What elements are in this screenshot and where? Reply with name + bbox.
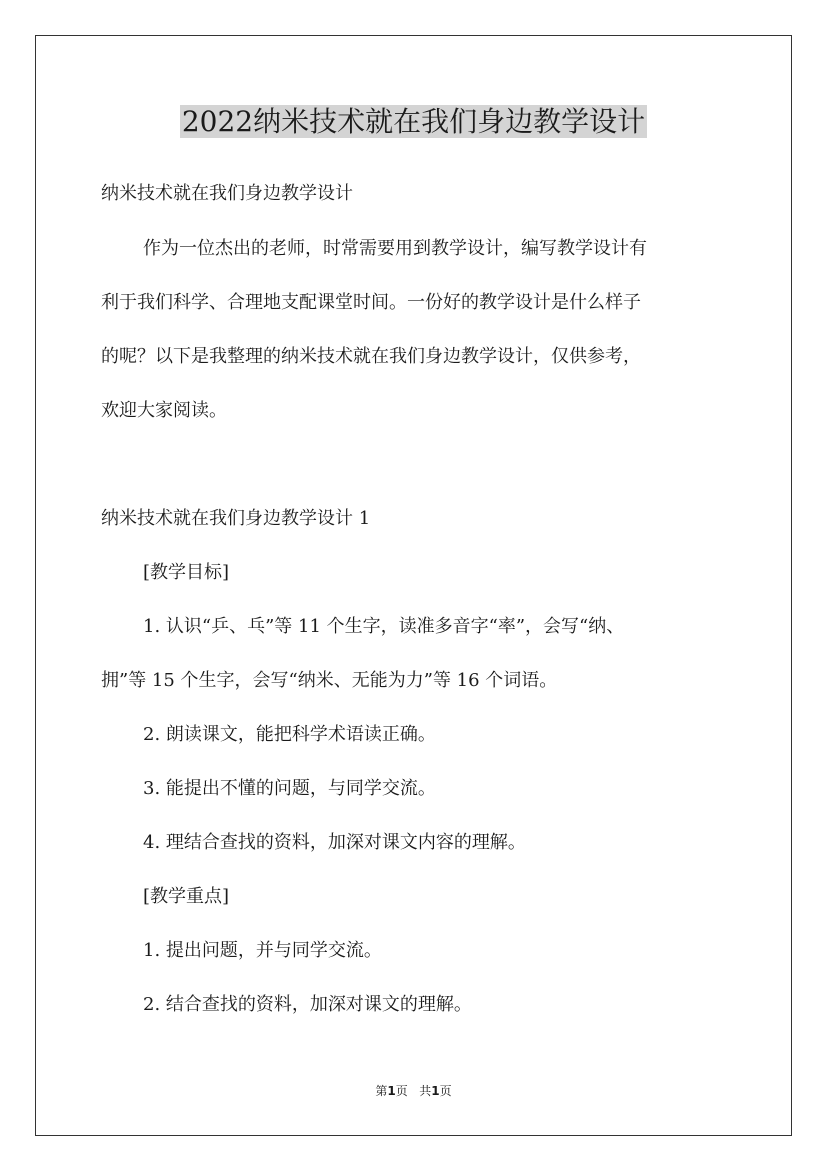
page-footer bbox=[0, 1083, 827, 1099]
focus-line-2: 2. 结合查找的资料，加深对课文的理解。 bbox=[143, 994, 472, 1015]
total-prefix: 共 bbox=[419, 1084, 432, 1098]
focus-line-1: 1. 提出问题，并与同学交流。 bbox=[143, 940, 382, 961]
page-suffix: 页 bbox=[395, 1084, 408, 1098]
total-pages: 1 bbox=[431, 1084, 440, 1098]
subtitle: 纳米技术就在我们身边教学设计 bbox=[101, 183, 353, 204]
intro-line-2: 利于我们科学、合理地支配课堂时间。一份好的教学设计是什么样子 bbox=[101, 292, 641, 313]
goals-heading: [教学目标] bbox=[143, 562, 230, 583]
total-suffix: 页 bbox=[439, 1084, 452, 1098]
goal-line-4: 3. 能提出不懂的问题，与同学交流。 bbox=[143, 778, 436, 799]
intro-line-1: 作为一位杰出的老师，时常需要用到教学设计，编写教学设计有 bbox=[143, 238, 647, 259]
intro-line-3: 的呢？以下是我整理的纳米技术就在我们身边教学设计，仅供参考， bbox=[101, 346, 641, 367]
page-prefix: 第 bbox=[375, 1084, 388, 1098]
goal-line-2: 拥”等 15 个生字，会写“纳米、无能为力”等 16 个词语。 bbox=[101, 670, 558, 691]
page-number: 1 bbox=[387, 1084, 396, 1098]
document-title-text: 2022纳米技术就在我们身边教学设计 bbox=[181, 105, 646, 138]
section-title: 纳米技术就在我们身边教学设计 1 bbox=[101, 508, 371, 529]
goal-line-5: 4. 理结合查找的资料，加深对课文内容的理解。 bbox=[143, 832, 526, 853]
document-title bbox=[0, 100, 827, 144]
focus-heading: [教学重点] bbox=[143, 886, 230, 907]
goal-line-1: 1. 认识“乒、乓”等 11 个生字，读准多音字“率”，会写“纳、 bbox=[143, 616, 625, 637]
goal-line-3: 2. 朗读课文，能把科学术语读正确。 bbox=[143, 724, 436, 745]
intro-line-4: 欢迎大家阅读。 bbox=[101, 400, 227, 421]
